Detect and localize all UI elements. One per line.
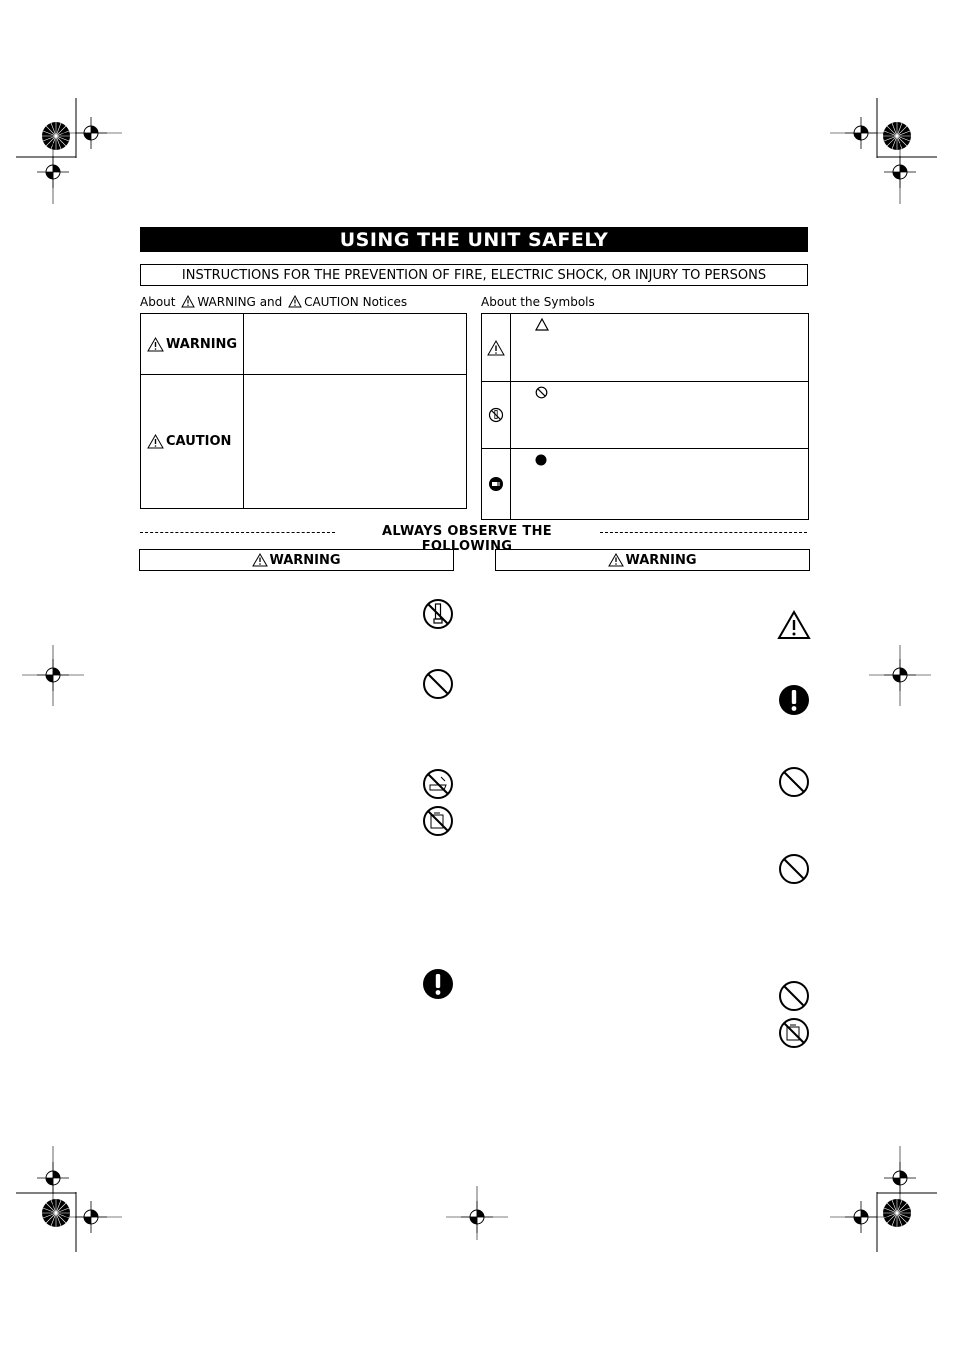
symbol-row-mandatory	[482, 449, 808, 519]
warning-triangle-icon	[181, 295, 195, 308]
unplug-icon	[488, 476, 504, 492]
divider-left	[140, 532, 335, 533]
no-touch-icon	[778, 1017, 810, 1049]
prohibition-icon	[422, 668, 454, 700]
mandatory-action-icon	[422, 968, 454, 1000]
about-and-word: and	[259, 295, 283, 309]
symbol-table	[481, 313, 809, 520]
caution-triangle-icon	[147, 434, 164, 449]
symbol-icon-cell	[482, 314, 511, 381]
symbol-icon-cell	[482, 449, 511, 519]
about-warning-word: WARNING	[197, 295, 256, 309]
left-warning-header	[139, 549, 454, 571]
symbol-row-prohibition	[482, 382, 808, 449]
symbol-icon-cell	[482, 382, 511, 448]
warning-triangle-icon	[608, 553, 624, 567]
no-touch-icon	[422, 805, 454, 837]
caution-label-cell	[141, 375, 244, 508]
about-prefix: About	[140, 295, 176, 309]
right-warning-label: WARNING	[625, 552, 697, 568]
instructions-heading: INSTRUCTIONS FOR THE PREVENTION OF FIRE, ELECTRIC SHOCK, OR INJURY TO PERSONS	[140, 264, 808, 286]
left-warning-label: WARNING	[269, 552, 341, 568]
warning-label: WARNING	[166, 336, 238, 352]
no-water-icon	[422, 768, 454, 800]
caution-triangle-icon	[777, 610, 811, 640]
prohibition-icon	[778, 853, 810, 885]
caution-notice-row	[141, 375, 466, 508]
warning-triangle-icon	[147, 337, 164, 352]
symbol-row-triangle	[482, 314, 808, 382]
caution-triangle-icon	[288, 295, 302, 308]
warning-triangle-icon	[252, 553, 268, 567]
right-warning-header	[495, 549, 810, 571]
divider-right	[600, 532, 807, 533]
caution-label: CAUTION	[166, 434, 232, 449]
about-notices-heading	[140, 295, 407, 309]
about-suffix: Notices	[362, 295, 408, 309]
small-triangle-icon	[535, 318, 549, 331]
prohibition-icon	[778, 980, 810, 1012]
do-not-disassemble-icon	[488, 407, 504, 423]
mandatory-action-icon	[778, 684, 810, 716]
prohibition-icon	[778, 766, 810, 798]
warning-label-cell	[141, 314, 244, 374]
small-prohibition-icon	[535, 386, 548, 399]
about-symbols-heading: About the Symbols	[481, 295, 595, 309]
small-filled-circle-icon	[535, 454, 547, 466]
do-not-disassemble-icon	[422, 598, 454, 630]
page-title: USING THE UNIT SAFELY	[140, 227, 808, 252]
about-caution-word: CAUTION	[304, 295, 359, 309]
warning-notice-row	[141, 314, 466, 375]
warning-triangle-icon	[487, 340, 505, 356]
notice-table	[140, 313, 467, 509]
always-observe-heading: ALWAYS OBSERVE THE FOLLOWING	[382, 524, 552, 554]
